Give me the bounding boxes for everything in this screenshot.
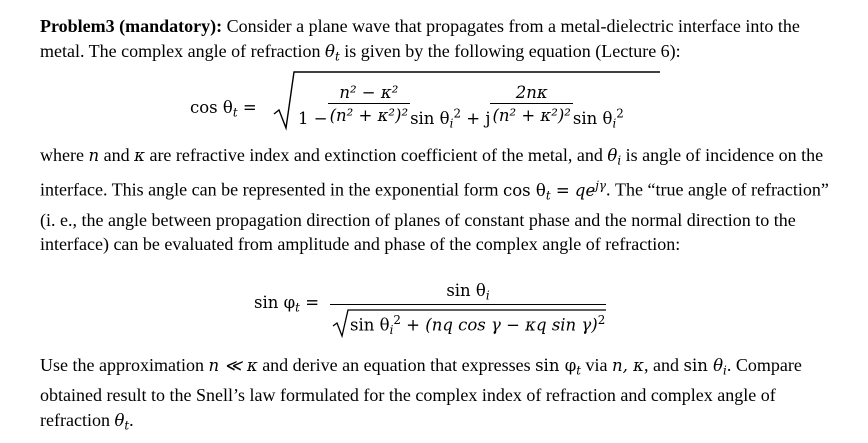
- sin-phi-t-symbol: $\sin \varphi_t$: [535, 356, 582, 378]
- equation1-fraction-2: $\frac{2n\kappa}{\text{(n² + κ²)²}}$: [492, 83, 571, 125]
- theta-t-symbol-end: $\theta_t$: [114, 410, 130, 433]
- intro-text: Consider a plane wave that propagates from a metal-dielectric interface into the metal. The complex angle of refraction: [40, 16, 800, 61]
- sin-theta-i-symbol: $\sin \theta_i$: [683, 356, 727, 378]
- intro-text-end: is given by the following equation (Lecture 6):: [339, 40, 681, 61]
- n-symbol: n: [88, 146, 100, 165]
- approximation-symbol: n ≪ κ: [208, 356, 258, 375]
- equation1-fraction-1: $\frac{\text{n² − κ²}}{\text{(n² + κ²)²}}$: [329, 83, 409, 125]
- exponential-form: $\cos \theta_t = qe^{j\gamma}$: [502, 178, 607, 203]
- definitions-paragraph: where n and κ are refractive index and extinction coefficient of the metal, and $\theta_i$ is angle of incidence on the interface. This angle can be represented in the exponential form $\cos \theta_t = qe^{j\gamma}$. The “true angle of refraction” (i. e., the angle between propagation direction of planes of constant phase and the normal direction to the interface) can be evaluated from amplitude and phase of the complex angle of refraction:: [40, 145, 829, 255]
- equation2-denominator: $\sin \theta_i^2 + (nq$ cos γ − κq sin γ)$^2$: [350, 313, 606, 338]
- equation2-lhs: $\sin \varphi_t$ =: [254, 293, 320, 315]
- kappa-symbol: κ: [134, 146, 145, 165]
- theta-i-symbol: $\theta_i$: [607, 146, 622, 168]
- equation2-numerator: $\sin \theta_i$: [446, 281, 490, 303]
- equation1-radicand: 1 − $\frac{\text{n² − κ²}}{\text{(n² + κ²)²}}$ $\sin \theta_i^2 + j$ $\frac{2n\kappa}{\text{(n² + κ²)²}}$ $\sin \theta_i^2$: [298, 83, 624, 131]
- task-paragraph: Use the approximation n ≪ κ and derive an equation that expresses $\sin \varphi_t$ via n, κ, and $\sin \theta_i$. Compare obtained result to the Snell’s law formulated for the complex index of refraction and complex angle of refraction $\theta_t$.: [40, 355, 802, 433]
- theta-t-symbol: $\theta_t$: [325, 41, 340, 64]
- problem-statement: [40, 14, 840, 69]
- fraction-bar: [330, 304, 606, 305]
- equation1-lhs: $\cos \theta_t$ =: [190, 98, 257, 120]
- problem-heading: Problem3 (mandatory):: [40, 16, 223, 36]
- n-kappa-symbols: n, κ: [612, 356, 644, 375]
